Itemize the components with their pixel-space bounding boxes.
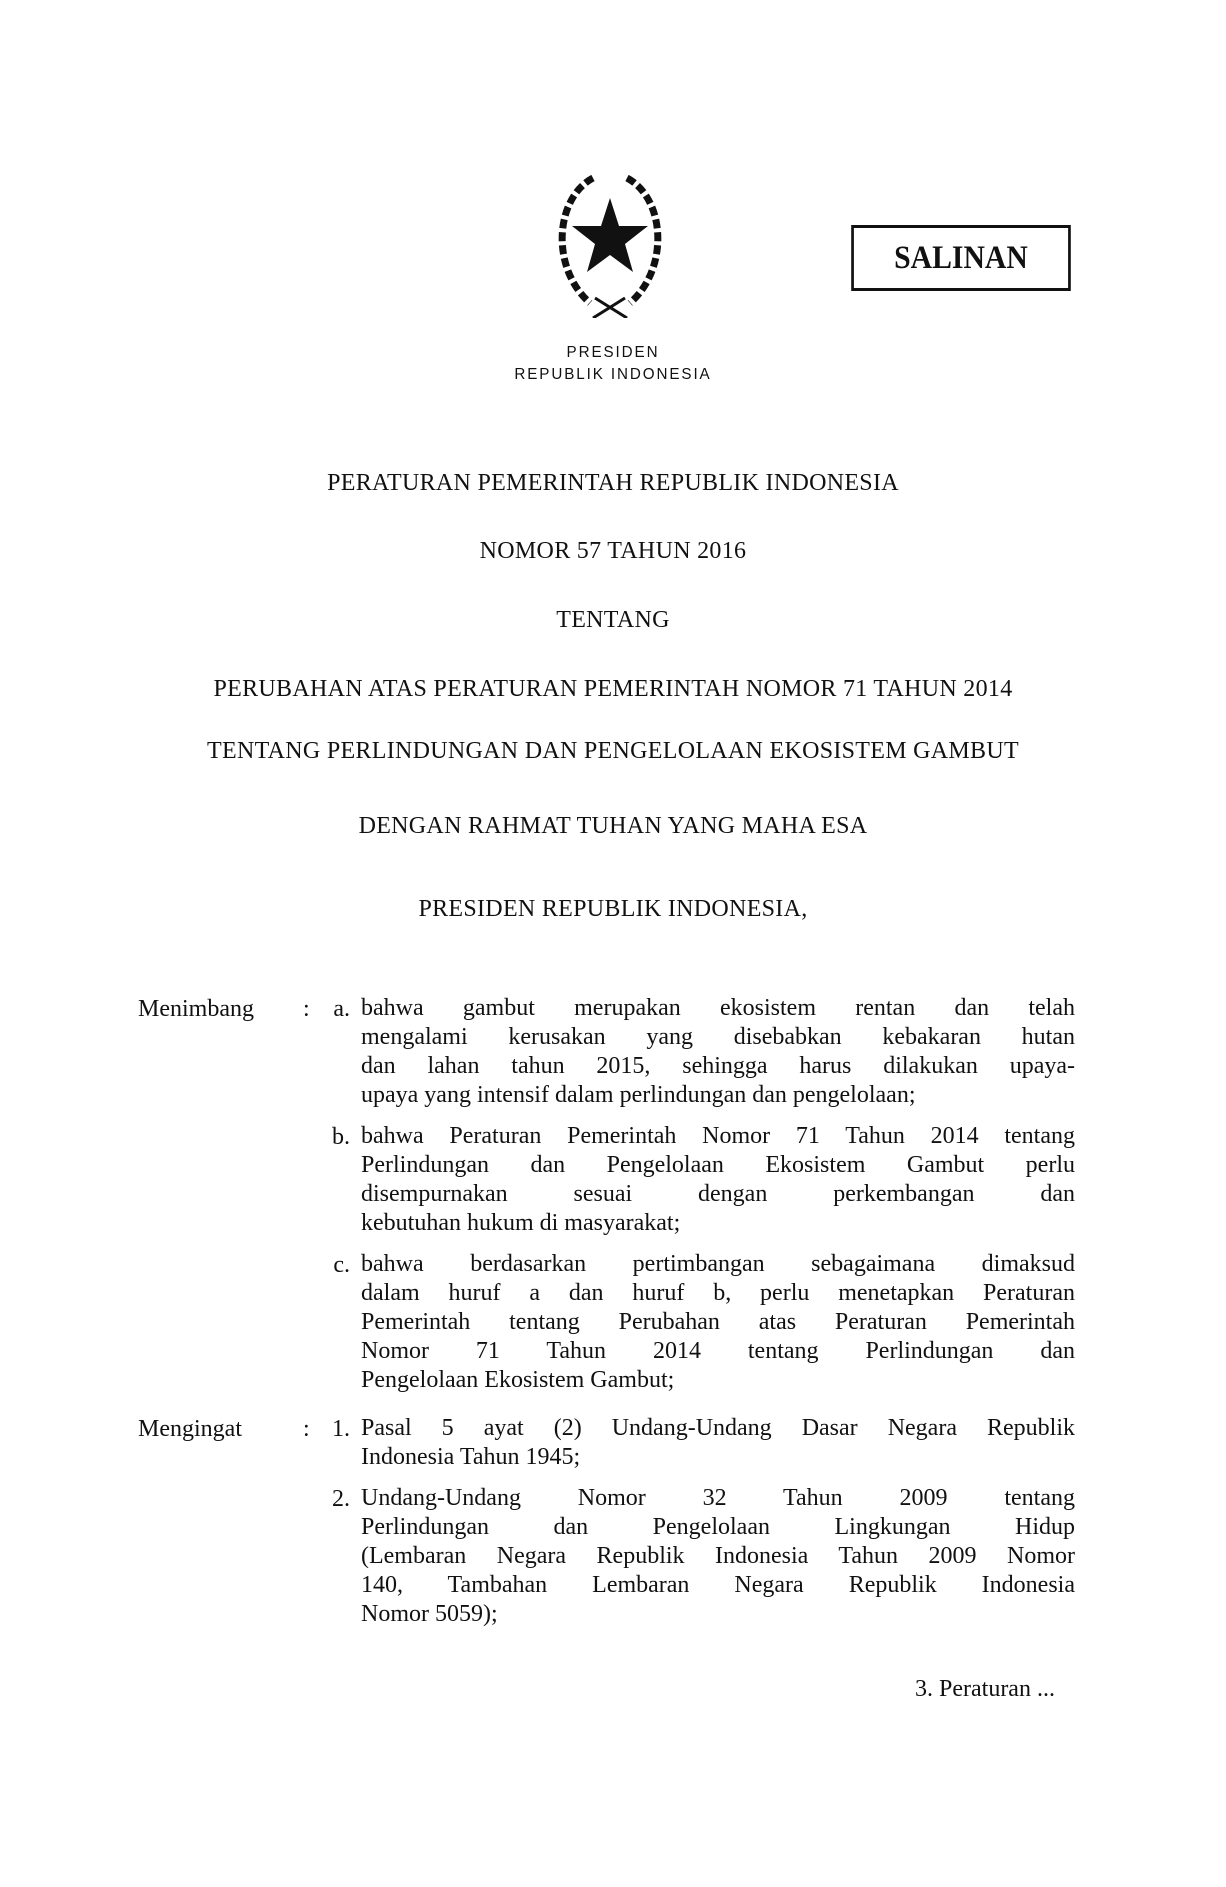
- menimbang-colon: :: [303, 996, 310, 1022]
- mengingat-item: [361, 1414, 1075, 1472]
- paragraph-line: (Lembaran Negara Republik Indonesia Tahun 2009 Nomor: [361, 1543, 1075, 1569]
- paragraph-line: Pasal 5 ayat (2) Undang-Undang Dasar Negara Republik: [361, 1415, 1075, 1441]
- paragraph-line: 140, Tambahan Lembaran Negara Republik Indonesia: [361, 1572, 1075, 1598]
- continuation-marker: 3. Peraturan ...: [915, 1676, 1055, 1702]
- mengingat-item: [361, 1484, 1075, 1629]
- issuer-heading: PRESIDEN REPUBLIK INDONESIA,: [418, 896, 808, 922]
- paragraph-line: dan lahan tahun 2015, sehingga harus dilakukan upaya-: [361, 1053, 1075, 1079]
- paragraph-line: Nomor 71 Tahun 2014 tentang Perlindungan dan: [361, 1338, 1075, 1364]
- paragraph-line: Pengelolaan Ekosistem Gambut;: [361, 1367, 675, 1393]
- salinan-stamp: SALINAN: [851, 225, 1071, 291]
- paragraph-line: Nomor 5059);: [361, 1601, 498, 1627]
- menimbang-item-marker: c.: [333, 1252, 350, 1278]
- preamble-invocation: DENGAN RAHMAT TUHAN YANG MAHA ESA: [358, 813, 868, 839]
- menimbang-item: [361, 1122, 1075, 1238]
- office-line-republic: REPUBLIK INDONESIA: [514, 366, 712, 383]
- paragraph-line: Perlindungan dan Pengelolaan Lingkungan Hidup: [361, 1514, 1075, 1540]
- regulation-subject-line2: TENTANG PERLINDUNGAN DAN PENGELOLAAN EKOSISTEM GAMBUT: [207, 738, 1019, 764]
- mengingat-label: Mengingat: [138, 1416, 242, 1442]
- paragraph-line: dalam huruf a dan huruf b, perlu menetapkan Peraturan: [361, 1280, 1075, 1306]
- menimbang-label: Menimbang: [138, 996, 254, 1022]
- paragraph-line: upaya yang intensif dalam perlindungan dan pengelolaan;: [361, 1082, 916, 1108]
- paragraph-line: bahwa berdasarkan pertimbangan sebagaimana dimaksud: [361, 1251, 1075, 1277]
- paragraph-line: Indonesia Tahun 1945;: [361, 1444, 581, 1470]
- menimbang-item: [361, 1250, 1075, 1395]
- mengingat-item-marker: 1.: [332, 1416, 350, 1442]
- menimbang-item-marker: a.: [333, 996, 350, 1022]
- paragraph-line: Pemerintah tentang Perubahan atas Peraturan Pemerintah: [361, 1309, 1075, 1335]
- paragraph-line: kebutuhan hukum di masyarakat;: [361, 1210, 681, 1236]
- office-line-president: PRESIDEN: [566, 344, 660, 361]
- paragraph-line: bahwa Peraturan Pemerintah Nomor 71 Tahun 2014 tentang: [361, 1123, 1075, 1149]
- presidential-emblem-icon: [535, 158, 685, 318]
- paragraph-line: disempurnakan sesuai dengan perkembangan dan: [361, 1181, 1075, 1207]
- regulation-title: PERATURAN PEMERINTAH REPUBLIK INDONESIA: [327, 470, 899, 496]
- mengingat-item-marker: 2.: [332, 1486, 350, 1512]
- regulation-number: NOMOR 57 TAHUN 2016: [479, 538, 747, 564]
- menimbang-item: [361, 994, 1075, 1110]
- regulation-subject-line1: PERUBAHAN ATAS PERATURAN PEMERINTAH NOMOR 71 TAHUN 2014: [213, 676, 1013, 702]
- menimbang-item-marker: b.: [332, 1124, 350, 1150]
- tentang-heading: TENTANG: [556, 607, 670, 633]
- paragraph-line: mengalami kerusakan yang disebabkan kebakaran hutan: [361, 1024, 1075, 1050]
- paragraph-line: bahwa gambut merupakan ekosistem rentan dan telah: [361, 995, 1075, 1021]
- paragraph-line: Perlindungan dan Pengelolaan Ekosistem Gambut perlu: [361, 1152, 1075, 1178]
- paragraph-line: Undang-Undang Nomor 32 Tahun 2009 tentang: [361, 1485, 1075, 1511]
- mengingat-colon: :: [303, 1416, 310, 1442]
